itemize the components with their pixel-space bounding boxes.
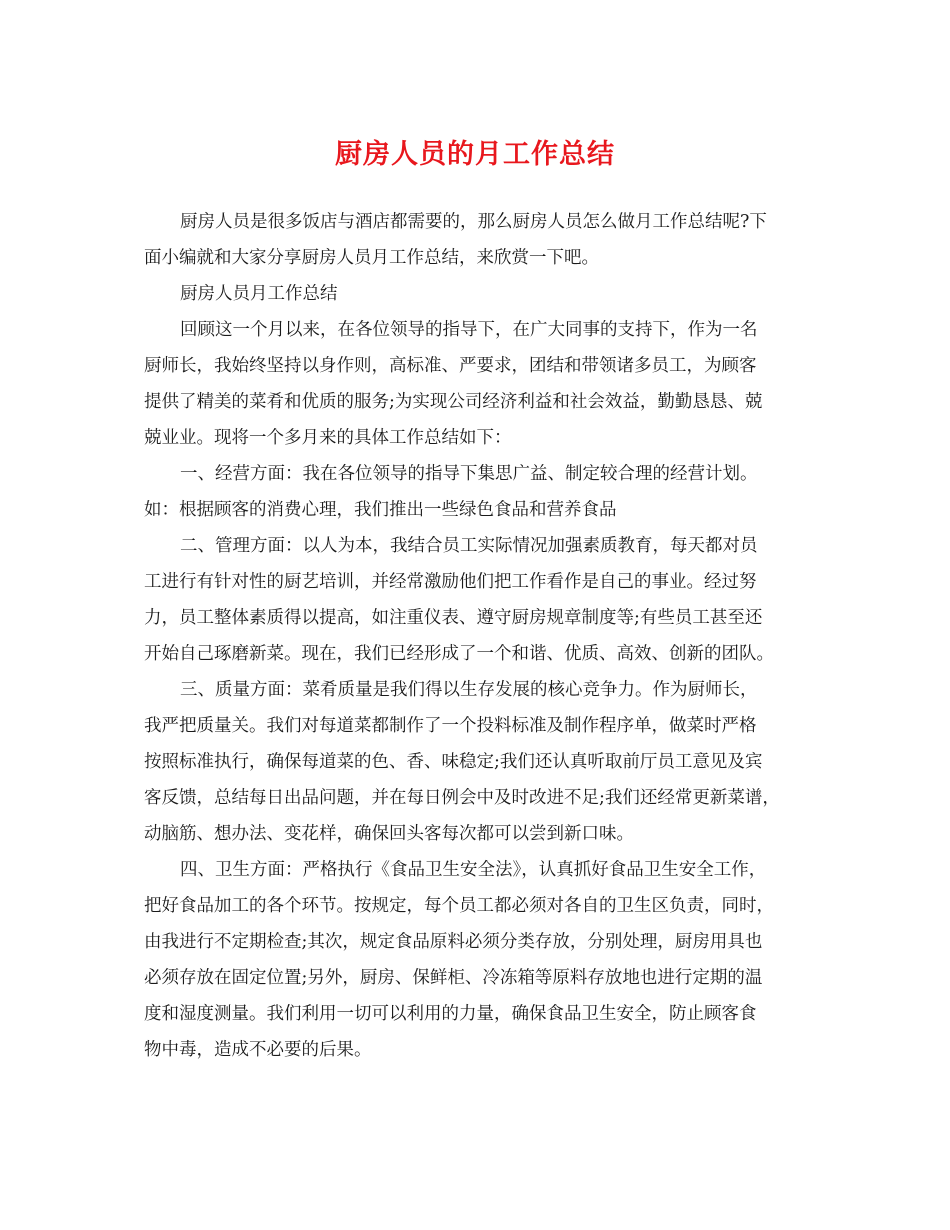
body-line: 提供了精美的菜肴和优质的服务;为实现公司经济利益和社会效益，勤勤恳恳、兢 [144,392,763,412]
body-line: 客反馈，总结每日出品问题，并在每日例会中及时改进不足;我们还经常更新菜谱， [144,788,780,808]
body-line: 工进行有针对性的厨艺培训，并经常激励他们把工作看作是自己的事业。经过努 [144,572,757,592]
body-line: 由我进行不定期检查;其次，规定食品原料必须分类存放，分别处理，厨房用具也 [144,932,763,952]
document-body [144,204,812,1068]
body-line: 物中毒，造成不必要的后果。 [144,1040,372,1060]
body-line: 三、质量方面：菜肴质量是我们得以生存发展的核心竞争力。作为厨师长， [180,680,758,700]
body-line: 动脑筋、想办法、变花样，确保回头客每次都可以尝到新口味。 [144,824,634,844]
body-line: 面小编就和大家分享厨房人员月工作总结，来欣赏一下吧。 [144,248,599,268]
body-line: 把好食品加工的各个环节。按规定，每个员工都必须对各自的卫生区负责，同时， [144,896,774,916]
body-line: 一、经营方面：我在各位领导的指导下集思广益、制定较合理的经营计划。 [180,464,758,484]
body-line: 开始自己琢磨新菜。现在，我们已经形成了一个和谐、优质、高效、创新的团队。 [144,644,774,664]
body-line: 我严把质量关。我们对每道菜都制作了一个投料标准及制作程序单，做菜时严格 [144,716,757,736]
body-line: 厨房人员月工作总结 [180,284,338,304]
document-title: 厨房人员的月工作总结 [335,139,615,170]
body-line: 按照标准执行，确保每道菜的色、香、味稳定;我们还认真听取前厅员工意见及宾 [144,752,763,772]
body-line: 厨房人员是很多饭店与酒店都需要的，那么厨房人员怎么做月工作总结呢?下 [180,212,767,232]
body-line: 回顾这一个月以来，在各位领导的指导下，在广大同事的支持下，作为一名 [180,320,758,340]
body-line: 厨师长，我始终坚持以身作则，高标准、严要求，团结和带领诸多员工，为顾客 [144,356,757,376]
body-line: 四、卫生方面：严格执行《食品卫生安全法》，认真抓好食品卫生安全工作， [180,860,767,880]
body-line: 二、管理方面：以人为本，我结合员工实际情况加强素质教育，每天都对员 [180,536,758,556]
body-line: 必须存放在固定位置;另外，厨房、保鲜柜、冷冻箱等原料存放地也进行定期的温 [144,968,763,988]
body-line: 如：根据顾客的消费心理，我们推出一些绿色食品和营养食品 [144,500,617,520]
body-line: 力，员工整体素质得以提高，如注重仪表、遵守厨房规章制度等;有些员工甚至还 [144,608,763,628]
body-line: 度和湿度测量。我们利用一切可以利用的力量，确保食品卫生安全，防止顾客食 [144,1004,757,1024]
body-line: 兢业业。现将一个多月来的具体工作总结如下： [144,428,512,448]
